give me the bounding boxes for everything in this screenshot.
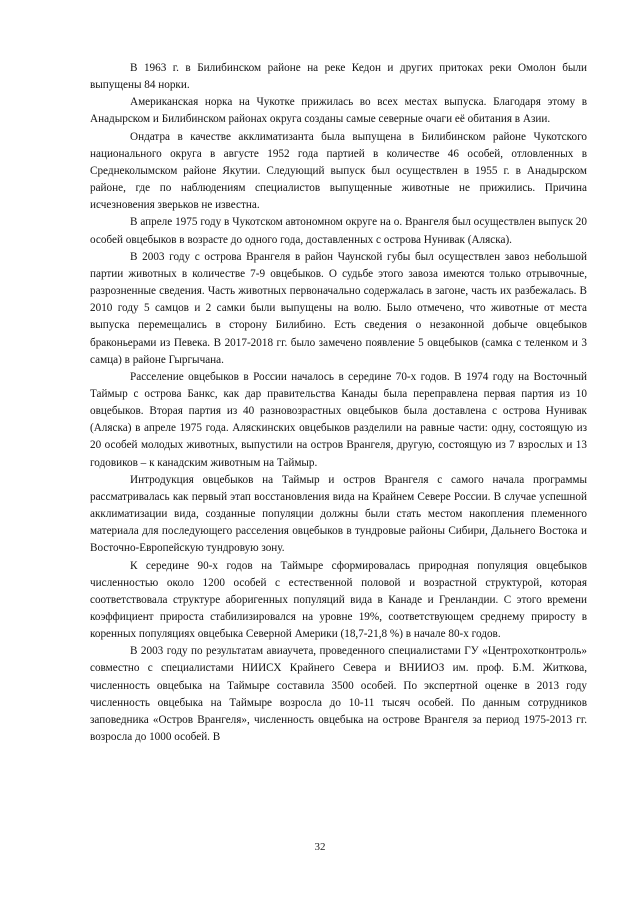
paragraph: В апреле 1975 году в Чукотском автономном округе на о. Врангеля был осуществлен выпуск 20 особей овцебыков в возрасте до одного года, доставленных с острова Нунивак (Аляска). [90,216,587,246]
paragraph: В 2003 году по результатам авиаучета, проведенного специалистами ГУ «Центрохотконтроль» совместно с специалистами НИИСХ Крайнего Севера и ВНИИОЗ им. проф. Б.М. Житкова, численность овцебыка на Таймыре составила 3500 особей. По экспертной оценке в 2013 году численность овцебыка на Таймыре возросла до 10-11 тысяч особей. По данным сотрудников заповедника «Остров Врангеля», численность овцебыка на острове Врангеля за период 1975-2013 гг. возросла до 1000 особей. В [90,645,587,744]
paragraph: Американская норка на Чукотке прижилась во всех местах выпуска. Благодаря этому в Анадырском и Билибинском районах округа созданы самые северные очаги её обитания в Азии. [90,96,587,126]
paragraph: К середине 90-х годов на Таймыре сформировалась природная популяция овцебыков численностью около 1200 особей с естественной половой и возрастной структурой, которая соответствовала структуре аборигенных популяций вида в Канаде и Гренландии. С этого времени коэффициент прироста стабилизировался на уровне 19%, соответствующем среднему приросту в коренных популяциях овцебыка Северной Америки (18,7-21,8 %) в начале 80-х годов. [90,559,587,641]
page-number: 32 [314,841,326,853]
paragraph: Расселение овцебыков в России началось в середине 70-х годов. В 1974 году на Восточный Таймыр с острова Банкс, как дар правительства Канады была переправлена первая партия из 10 овцебыков. Вторая партия из 40 разновозрастных овцебыков была доставлена с острова Нунивак (Аляска) в апреле 1975 года. Аляскинских овцебыков разделили на равные части: одну, состоящую из 20 особей молодых животных, выпустили на остров Врангеля, другую, состоящую из 7 взрослых и 13 годовиков – к канадским животным на Таймыр. [90,370,587,469]
page-body [90,60,587,746]
paragraph: В 1963 г. в Билибинском районе на реке Кедон и других притоках реки Омолон были выпущены 84 норки. [90,62,587,92]
paragraph: В 2003 году с острова Врангеля в район Чаунской губы был осуществлен завоз небольшой партии животных в количестве 7-9 овцебыков. О судьбе этого завоза имеются только отрывочные, разрозненные сведения. Часть животных первоначально содержалась в загоне, часть их разбежалась. В 2010 году 5 самцов и 2 самки были выпущены на волю. Было отмечено, что животные от места выпуска перемещались в сторону Билибино. Есть сведения о незаконной добыче овцебыков браконьерами из Певека. В 2017-2018 гг. было замечено появление 5 овцебыков (самка с теленком и 3 самца) в районе Гыргычана. [90,250,587,366]
paragraph: Интродукция овцебыков на Таймыр и остров Врангеля с самого начала программы рассматривалась как первый этап восстановления вида на Крайнем Севере России. В случае успешной акклиматизации вида, созданные популяции должны были стать местом накопления племенного материала для последующего расселения овцебыков в тундровые районы Сибири, Дальнего Востока и Восточно-Европейскую тундровую зону. [90,473,587,555]
paragraph: Ондатра в качестве акклиматизанта была выпущена в Билибинском районе Чукотского национального округа в августе 1952 года партией в количестве 46 особей, отловленных в Среднеколымском районе Якутии. Следующий выпуск был осуществлен в 1955 г. в Анадырском районе, где по наблюдениям специалистов выпущенные животные не прижились. Причина исчезновения зверьков не известна. [90,130,587,212]
